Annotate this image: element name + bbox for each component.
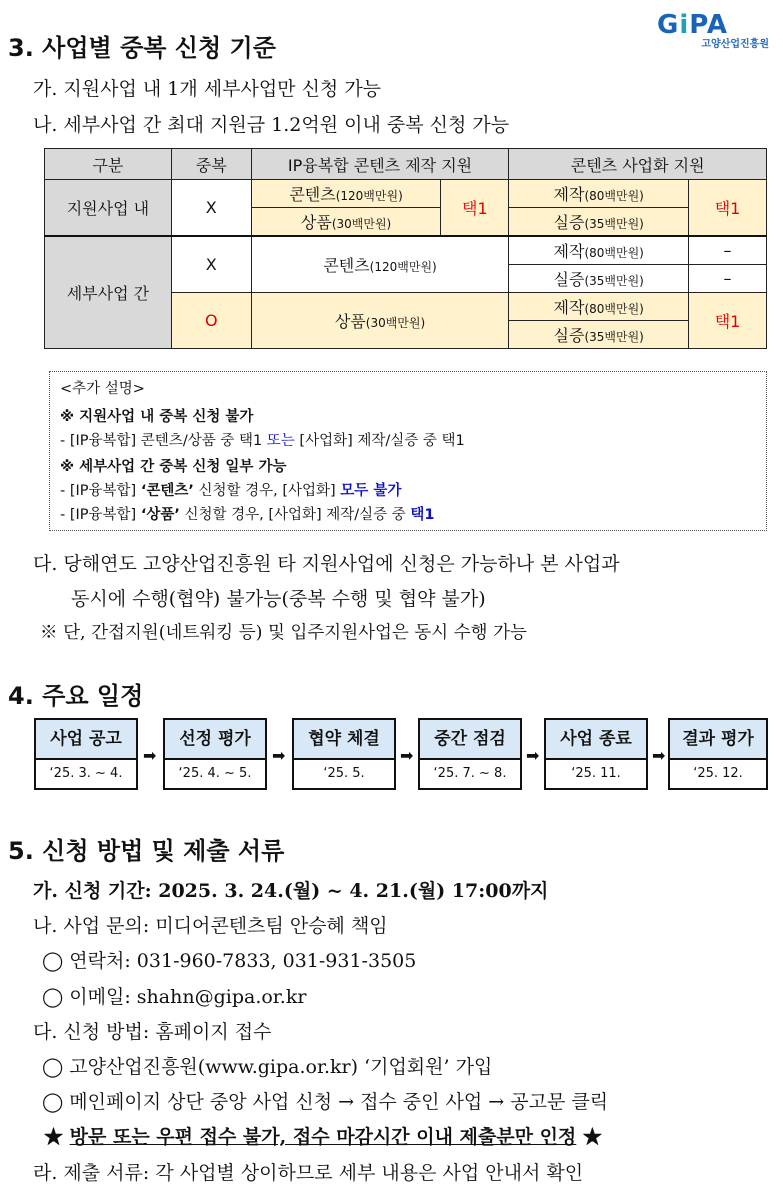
- sec5-item-b: 나. 사업 문의: 미디어콘텐츠팀 안승혜 책임: [33, 915, 388, 937]
- schedule-step-label: 선정 평가: [163, 718, 267, 760]
- cell-o: O: [171, 293, 251, 349]
- table-header: 중복: [171, 149, 251, 180]
- schedule-step: [163, 718, 267, 790]
- arrow-right-icon: ➡: [272, 746, 286, 765]
- schedule-step-date: ‘25. 3. ~ 4.: [34, 760, 138, 790]
- sec3-item-c-line2: 동시에 수행(협약) 불가능(중복 수행 및 협약 불가): [71, 588, 486, 610]
- sec5-item-c: 다. 신청 방법: 홈페이지 접수: [33, 1021, 272, 1043]
- cell-dash: –: [689, 265, 767, 293]
- arrow-right-icon: ➡: [526, 746, 540, 765]
- schedule-step-label: 사업 종료: [544, 718, 648, 760]
- cell-content: 콘텐츠(120백만원): [251, 236, 509, 293]
- section-4-title: 4. 주요 일정: [8, 682, 144, 710]
- box-line-5: - [IP융복합] ‘상품’ 신청할 경우, [사업화] 제작/실증 중 택1: [60, 507, 435, 523]
- sec5-item-b1: ◯ 연락처: 031-960-7833, 031-931-3505: [42, 950, 417, 972]
- section-5-title: 5. 신청 방법 및 제출 서류: [8, 837, 285, 865]
- box-line-2: - [IP융복합] 콘텐츠/상품 중 택1 또는 [사업화] 제작/실증 중 택1: [60, 433, 465, 449]
- cell-make: 제작(80백만원): [509, 180, 689, 208]
- section-3-title: 3. 사업별 중복 신청 기준: [8, 34, 276, 62]
- schedule-step-date: ‘25. 12.: [668, 760, 768, 790]
- table-header: 구분: [45, 149, 172, 180]
- sec5-item-c1: ◯ 고양산업진흥원(www.gipa.or.kr) ‘기업회원’ 가입: [42, 1056, 493, 1078]
- sec3-item-b: 나. 세부사업 간 최대 지원금 1.2억원 이내 중복 신청 가능: [33, 114, 510, 136]
- cell-make: 제작(80백만원): [509, 236, 689, 265]
- cell-pick1: 택1: [689, 180, 767, 237]
- arrow-right-icon: ➡: [143, 746, 157, 765]
- schedule-step-date: ‘25. 7. ~ 8.: [418, 760, 522, 790]
- schedule-step-date: ‘25. 4. ~ 5.: [163, 760, 267, 790]
- cell-dash: –: [689, 236, 767, 265]
- box-line-4: - [IP융복합] ‘콘텐츠’ 신청할 경우, [사업화] 모두 불가: [60, 483, 402, 499]
- cell-pick1: 택1: [689, 293, 767, 349]
- sec5-item-c2: ◯ 메인페이지 상단 중앙 사업 신청 → 접수 중인 사업 → 공고문 클릭: [42, 1091, 609, 1113]
- sec5-item-b2: ◯ 이메일: shahn@gipa.or.kr: [42, 986, 307, 1008]
- schedule-step: [544, 718, 648, 790]
- schedule-step-date: ‘25. 11.: [544, 760, 648, 790]
- duplicate-criteria-table: [44, 148, 767, 349]
- schedule-step: [292, 718, 396, 790]
- cell-pick1: 택1: [441, 180, 509, 237]
- table-row: [45, 236, 767, 265]
- schedule-step-label: 사업 공고: [34, 718, 138, 760]
- cell-x: X: [171, 236, 251, 293]
- sec5-item-a: 가. 신청 기간: 2025. 3. 24.(월) ~ 4. 21.(월) 17:00까지: [33, 880, 549, 902]
- cell-product: 상품(30백만원): [251, 293, 509, 349]
- box-line-3: ※ 세부사업 간 중복 신청 일부 가능: [60, 459, 287, 475]
- star-icon: ★: [44, 1126, 64, 1148]
- cell-make: 제작(80백만원): [509, 293, 689, 321]
- schedule-step-label: 중간 점검: [418, 718, 522, 760]
- row-label-in: 지원사업 내: [45, 180, 172, 237]
- table-header-row: [45, 149, 767, 180]
- sec5-notice-text: 방문 또는 우편 접수 불가, 접수 마감시간 이내 제출분만 인정: [69, 1126, 577, 1148]
- star-icon: ★: [582, 1126, 602, 1148]
- additional-explanation-box: [49, 371, 767, 531]
- cell-x: X: [171, 180, 251, 237]
- logo-mark: GiPA: [657, 10, 729, 40]
- schedule-step-label: 협약 체결: [292, 718, 396, 760]
- table-header: IP융복합 콘텐츠 제작 지원: [251, 149, 509, 180]
- schedule-step: [34, 718, 138, 790]
- schedule-step-label: 결과 평가: [668, 718, 768, 760]
- box-title: <추가 설명>: [60, 381, 145, 397]
- sec3-item-a: 가. 지원사업 내 1개 세부사업만 신청 가능: [33, 78, 382, 100]
- gipa-logo: [657, 10, 769, 50]
- table-header: 콘텐츠 사업화 지원: [509, 149, 767, 180]
- cell-product: 상품(30백만원): [251, 208, 441, 237]
- schedule-step: [668, 718, 768, 790]
- logo-subtitle: 고양산업진흥원: [701, 39, 769, 50]
- schedule-step-date: ‘25. 5.: [292, 760, 396, 790]
- cell-verify: 실증(35백만원): [509, 321, 689, 349]
- arrow-right-icon: ➡: [400, 746, 414, 765]
- row-label-between: 세부사업 간: [45, 236, 172, 349]
- table-row: [45, 180, 767, 208]
- cell-verify: 실증(35백만원): [509, 208, 689, 237]
- schedule-step: [418, 718, 522, 790]
- sec5-notice: [44, 1122, 602, 1149]
- sec5-item-d: 라. 제출 서류: 각 사업별 상이하므로 세부 내용은 사업 안내서 확인: [33, 1162, 584, 1184]
- cell-verify: 실증(35백만원): [509, 265, 689, 293]
- box-line-1: ※ 지원사업 내 중복 신청 불가: [60, 409, 254, 425]
- arrow-right-icon: ➡: [652, 746, 666, 765]
- sec3-note: ※ 단, 간접지원(네트워킹 등) 및 입주지원사업은 동시 수행 가능: [40, 623, 527, 643]
- sec3-item-c-line1: 다. 당해연도 고양산업진흥원 타 지원사업에 신청은 가능하나 본 사업과: [33, 553, 620, 575]
- cell-content: 콘텐츠(120백만원): [251, 180, 441, 208]
